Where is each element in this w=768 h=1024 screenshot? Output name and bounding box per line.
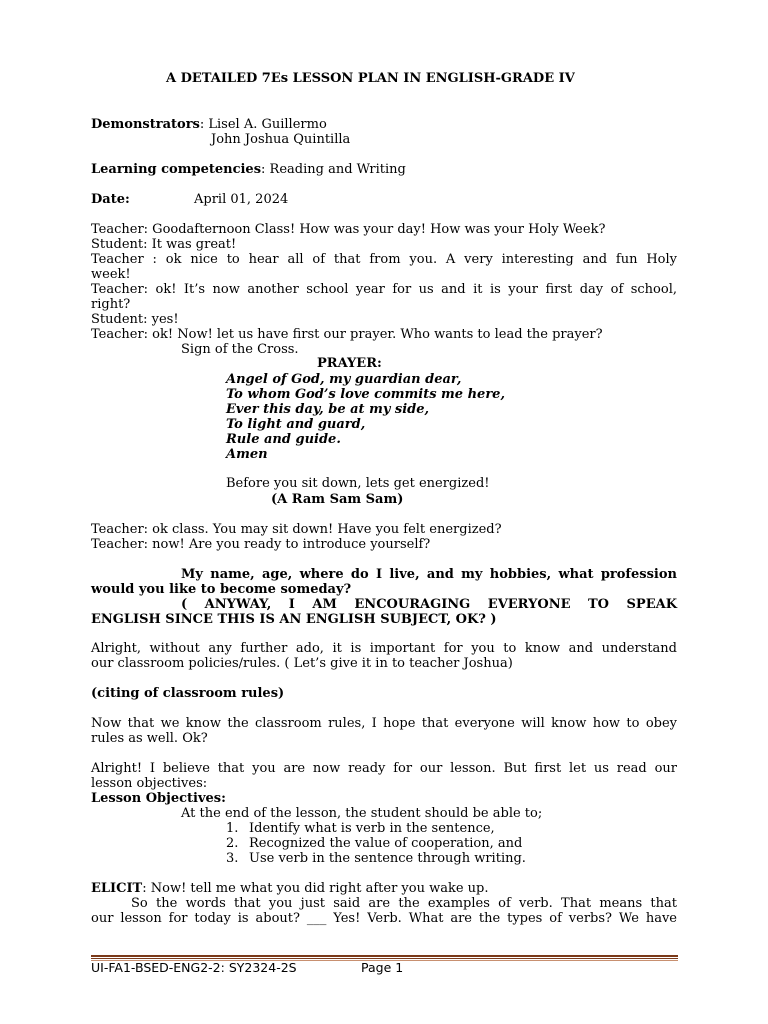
footer-rule bbox=[91, 958, 678, 959]
citing-rules: (citing of classroom rules) bbox=[91, 686, 285, 701]
rules-paragraph-line: our classroom policies/rules. ( Let’s give it in to teacher Joshua) bbox=[91, 656, 513, 671]
elicit-paragraph-line: our lesson for today is about? ___ Yes! Verb. What are the types of verbs? We have bbox=[91, 911, 677, 926]
objective-text: Use verb in the sentence through writing. bbox=[249, 851, 526, 866]
prayer-line: Angel of God, my guardian dear, bbox=[226, 372, 462, 387]
energize-line: Before you sit down, lets get energized! bbox=[226, 476, 490, 491]
footer-code: UI-FA1-BSED-ENG2-2: SY2324-2S bbox=[91, 960, 297, 975]
intro-bold-line: ENGLISH SINCE THIS IS AN ENGLISH SUBJECT, OK? ) bbox=[91, 612, 497, 627]
dialogue-line: Teacher: ok class. You may sit down! Have you felt energized? bbox=[91, 522, 502, 537]
competencies-line bbox=[91, 162, 406, 177]
competencies-label: Learning competencies bbox=[91, 162, 262, 177]
prayer-line: Rule and guide. bbox=[226, 432, 341, 447]
dialogue-line: right? bbox=[91, 297, 131, 312]
ready-paragraph-line: lesson objectives: bbox=[91, 776, 208, 791]
dialogue-line: Sign of the Cross. bbox=[181, 342, 299, 357]
objective-text: Recognized the value of cooperation, and bbox=[249, 836, 523, 851]
demonstrators-label: Demonstrators bbox=[91, 117, 200, 132]
intro-bold-line: would you like to become someday? bbox=[91, 582, 352, 597]
dialogue-line: Teacher: ok! It’s now another school year for us and it is your first day of school, bbox=[91, 282, 677, 297]
elicit-paragraph-line: So the words that you just said are the examples of verb. That means that bbox=[131, 896, 677, 911]
elicit-label: ELICIT bbox=[91, 881, 143, 896]
prayer-line: To whom God’s love commits me here, bbox=[226, 387, 505, 402]
obey-paragraph-line: Now that we know the classroom rules, I hope that everyone will know how to obey bbox=[91, 716, 677, 731]
dialogue-line: Student: yes! bbox=[91, 312, 179, 327]
prayer-heading: PRAYER: bbox=[317, 356, 382, 371]
competencies-value: : Reading and Writing bbox=[261, 162, 406, 177]
objective-number: 2. bbox=[226, 836, 239, 851]
energize-song: (A Ram Sam Sam) bbox=[271, 492, 404, 507]
dialogue-line: Student: It was great! bbox=[91, 237, 237, 252]
page-number: Page 1 bbox=[361, 960, 404, 975]
prayer-line: Ever this day, be at my side, bbox=[226, 402, 430, 417]
objective-number: 1. bbox=[226, 821, 239, 836]
footer-rule bbox=[91, 955, 678, 957]
intro-bold-line: ( ANYWAY, I AM ENCOURAGING EVERYONE TO SPEAK bbox=[181, 597, 677, 612]
rules-paragraph-line: Alright, without any further ado, it is important for you to know and understand bbox=[91, 641, 677, 656]
elicit-text: : Now! tell me what you did right after you wake up. bbox=[142, 881, 489, 896]
objective-text: Identify what is verb in the sentence, bbox=[249, 821, 495, 836]
date-label: Date: bbox=[91, 192, 130, 207]
demonstrators-line bbox=[91, 117, 327, 132]
demonstrator-2: John Joshua Quintilla bbox=[211, 132, 351, 147]
dialogue-line: Teacher: now! Are you ready to introduce yourself? bbox=[91, 537, 431, 552]
prayer-line: Amen bbox=[226, 447, 268, 462]
dialogue-line: Teacher: Goodafternoon Class! How was your day! How was your Holy Week? bbox=[91, 222, 606, 237]
demonstrator-1: : Lisel A. Guillermo bbox=[199, 117, 327, 132]
elicit-line bbox=[91, 881, 489, 896]
date-value: April 01, 2024 bbox=[194, 192, 289, 207]
intro-bold-line: My name, age, where do I live, and my hobbies, what profession bbox=[181, 567, 677, 582]
dialogue-line: week! bbox=[91, 267, 131, 282]
dialogue-line: Teacher : ok nice to hear all of that from you. A very interesting and fun Holy bbox=[91, 252, 677, 267]
document-title: A DETAILED 7Es LESSON PLAN IN ENGLISH-GRADE IV bbox=[166, 71, 575, 86]
objectives-intro: At the end of the lesson, the student should be able to; bbox=[181, 806, 543, 821]
prayer-line: To light and guard, bbox=[226, 417, 366, 432]
objective-number: 3. bbox=[226, 851, 239, 866]
dialogue-line: Teacher: ok! Now! let us have first our prayer. Who wants to lead the prayer? bbox=[91, 327, 603, 342]
objectives-label: Lesson Objectives: bbox=[91, 791, 226, 806]
obey-paragraph-line: rules as well. Ok? bbox=[91, 731, 208, 746]
ready-paragraph-line: Alright! I believe that you are now ready for our lesson. But first let us read our bbox=[91, 761, 677, 776]
